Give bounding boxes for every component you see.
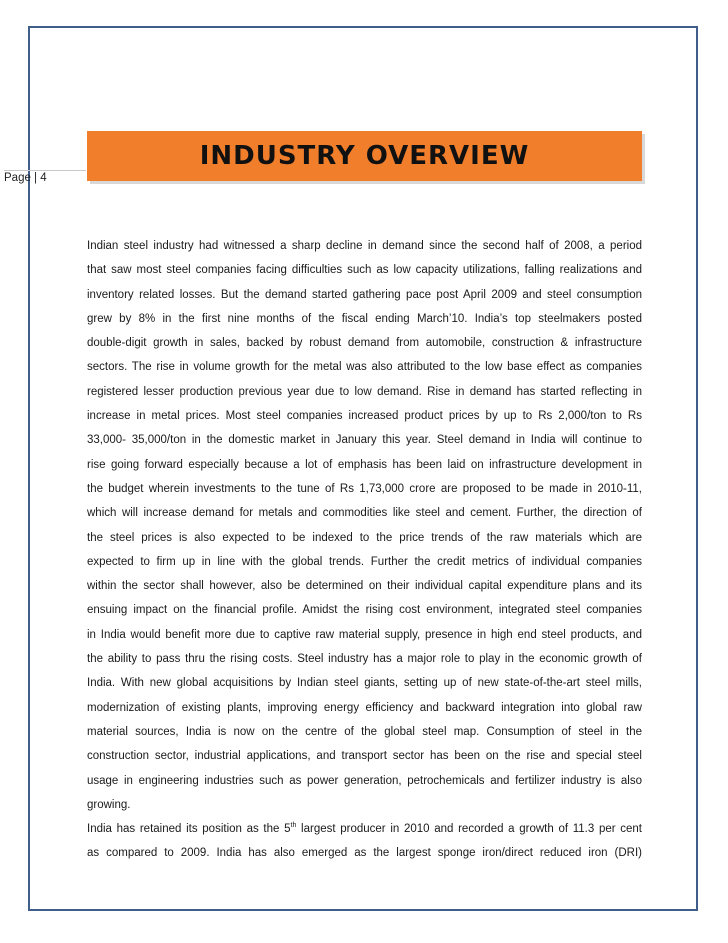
superscript: th xyxy=(290,822,297,830)
text-fragment: largest producer in 2010 and recorded a growth of 11.3 per cent xyxy=(296,823,642,836)
text-line: rise going forward especially because a lot of emphasis has been laid on infrastructure development in xyxy=(87,458,642,471)
text-line: the steel prices is also expected to be indexed to the price trends of the raw materials which are xyxy=(87,531,642,544)
text-line: sectors. The rise in volume growth for the metal was also attributed to the low base effect as companies xyxy=(87,361,642,374)
text-line: 33,000- 35,000/ton in the domestic market in January this year. Steel demand in India will continue to xyxy=(87,434,642,447)
page-number: Page | 4 xyxy=(4,170,86,184)
text-line: expected to firm up in line with the global trends. Further the credit metrics of individual companies xyxy=(87,555,642,568)
paragraph-2 xyxy=(87,817,642,866)
body-text xyxy=(87,234,642,866)
section-title: INDUSTRY OVERVIEW xyxy=(199,141,530,171)
text-line: the ability to pass thru the rising costs. Steel industry has a major role to play in the economic growth of xyxy=(87,653,642,666)
text-line: which will increase demand for metals and commodities like steel and cement. Further, the direction of xyxy=(87,507,642,520)
text-line: that saw most steel companies facing difficulties such as low capacity utilizations, falling realizations and xyxy=(87,264,642,277)
title-band xyxy=(87,131,642,181)
text-line: inventory related losses. But the demand started gathering pace post April 2009 and steel consumption xyxy=(87,288,642,301)
text-line: double-digit growth in sales, backed by robust demand from automobile, construction & infrastructure xyxy=(87,337,642,350)
text-line: grew by 8% in the first nine months of the fiscal ending March’10. India’s top steelmakers posted xyxy=(87,312,642,325)
text-line: India. With new global acquisitions by Indian steel giants, setting up of new state-of-the-art steel mills, xyxy=(87,677,642,690)
paragraph-1 xyxy=(87,234,642,817)
text-line: ensuing impact on the financial profile. Amidst the rising cost environment, integrated steel companies xyxy=(87,604,642,617)
text-line: construction sector, industrial applications, and transport sector has been on the rise and special steel xyxy=(87,750,642,763)
text-line: registered lesser production previous year due to low demand. Rise in demand has started reflecting in xyxy=(87,385,642,398)
text-line: within the sector shall however, also be determined on their individual capital expenditure plans and its xyxy=(87,580,642,593)
text-line: in India would benefit more due to captive raw material supply, presence in high end steel products, and xyxy=(87,628,642,641)
text-line: Indian steel industry had witnessed a sharp decline in demand since the second half of 2008, a period xyxy=(87,240,642,252)
text-line xyxy=(87,817,642,841)
text-line: the budget wherein investments to the tune of Rs 1,73,000 crore are proposed to be made in 2010-11, xyxy=(87,482,642,495)
text-line: as compared to 2009. India has also emerged as the largest sponge iron/direct reduced iron (DRI) xyxy=(87,847,642,860)
text-line: increase in metal prices. Most steel companies increased product prices by up to Rs 2,000/ton to Rs xyxy=(87,410,642,423)
text-line: material sources, India is now on the centre of the global steel map. Consumption of steel in the xyxy=(87,725,642,738)
text-line: usage in engineering industries such as power generation, petrochemicals and fertilizer industry is also xyxy=(87,774,642,787)
text-line: growing. xyxy=(87,798,131,811)
text-line: modernization of existing plants, improving energy efficiency and backward integration into global raw xyxy=(87,701,642,714)
text-fragment: India has retained its position as the 5 xyxy=(87,823,291,836)
